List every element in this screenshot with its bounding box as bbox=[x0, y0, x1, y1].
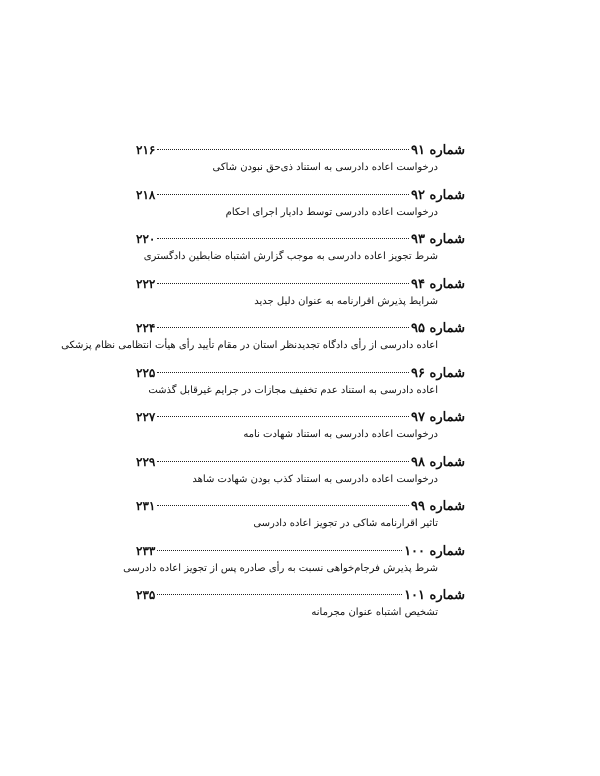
entry-number: شماره ۹۱ bbox=[411, 143, 465, 158]
dot-leader bbox=[157, 149, 409, 150]
entry-page-number: ۲۲۵ bbox=[136, 365, 156, 380]
dot-leader bbox=[157, 594, 402, 595]
dot-leader bbox=[157, 550, 402, 551]
entry-page-number: ۲۱۸ bbox=[136, 187, 156, 202]
entry-number: شماره ۹۹ bbox=[411, 499, 465, 514]
entry-number: شماره ۹۴ bbox=[411, 276, 465, 292]
toc-entry bbox=[136, 185, 465, 230]
dot-leader bbox=[157, 372, 409, 373]
entry-title: درخواست اعاده دادرسی به استناد شهادت نامه bbox=[243, 429, 438, 440]
toc-entry bbox=[136, 585, 465, 630]
entry-title: درخواست اعاده دادرسی توسط دادیار اجرای احکام bbox=[225, 206, 438, 218]
entry-number: شماره ۱۰۱ bbox=[404, 588, 465, 603]
entry-page-number: ۲۲۲ bbox=[136, 276, 156, 291]
dot-leader bbox=[157, 283, 409, 284]
entry-page-number: ۲۳۱ bbox=[136, 499, 156, 513]
toc-entry bbox=[136, 452, 465, 497]
toc-entry bbox=[123, 541, 465, 586]
entry-title: شرط تجویز اعاده دادرسی به موجب گزارش اشتباه ضابطین دادگستری bbox=[143, 251, 438, 262]
dot-leader bbox=[157, 505, 409, 506]
entry-title: تاثیر اقرارنامه شاکی در تجویز اعاده دادرسی bbox=[253, 518, 438, 529]
entry-page-number: ۲۲۹ bbox=[136, 454, 156, 469]
entry-title: اعاده دادرسی به استناد عدم تخفیف مجازات در جرایم غیرقابل گذشت bbox=[148, 384, 438, 396]
dot-leader bbox=[157, 327, 409, 328]
toc-entry bbox=[136, 363, 465, 408]
toc-entry bbox=[136, 229, 465, 274]
entry-page-number: ۲۲۷ bbox=[136, 410, 156, 424]
dot-leader bbox=[157, 416, 409, 417]
entry-page-number: ۲۱۶ bbox=[136, 143, 156, 157]
entry-title: درخواست اعاده دادرسی به استناد ذی‌حق نبودن شاکی bbox=[212, 162, 438, 173]
entry-number: شماره ۹۲ bbox=[411, 187, 465, 203]
dot-leader bbox=[157, 194, 409, 195]
entry-number: شماره ۹۶ bbox=[411, 365, 465, 381]
entry-number: شماره ۹۵ bbox=[411, 321, 465, 336]
entry-number: شماره ۹۸ bbox=[411, 454, 465, 470]
dot-leader bbox=[157, 238, 409, 239]
entry-page-number: ۲۳۳ bbox=[136, 543, 156, 558]
entry-number: شماره ۱۰۰ bbox=[404, 543, 465, 559]
dot-leader bbox=[157, 461, 409, 462]
toc-entry bbox=[61, 318, 465, 363]
entry-title: درخواست اعاده دادرسی به استناد کذب بودن شهادت شاهد bbox=[192, 473, 438, 485]
entry-page-number: ۲۳۵ bbox=[136, 588, 156, 602]
entry-page-number: ۲۲۴ bbox=[136, 321, 156, 335]
toc-entry bbox=[136, 140, 465, 185]
entry-title: شرایط پذیرش اقرارنامه به عنوان دلیل جدید bbox=[254, 295, 438, 307]
entry-number: شماره ۹۷ bbox=[411, 410, 465, 425]
entry-title: شرط پذیرش فرجام‌خواهی نسبت به رأی صادره پس از تجویز اعاده دادرسی bbox=[123, 562, 438, 574]
entry-title: اعاده دادرسی از رأی دادگاه تجدیدنظر استان در مقام تأیید رأی هیأت انتظامی نظام پزشکی bbox=[61, 340, 438, 351]
entry-page-number: ۲۲۰ bbox=[136, 232, 156, 246]
toc-entry bbox=[136, 274, 465, 319]
entry-number: شماره ۹۳ bbox=[411, 232, 465, 247]
entry-title: تشخیص اشتباه عنوان مجرمانه bbox=[311, 607, 438, 618]
toc-entry bbox=[136, 407, 465, 452]
table-of-contents bbox=[61, 140, 465, 630]
toc-entry bbox=[136, 496, 465, 541]
